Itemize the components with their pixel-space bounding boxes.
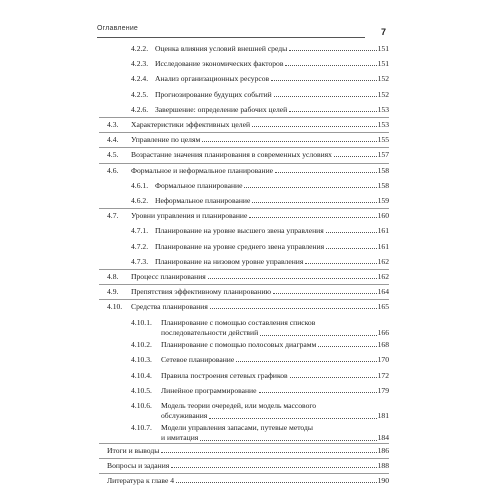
dot-leader [202, 141, 376, 142]
dot-leader [249, 217, 376, 218]
toc-entry-title: и имитация [161, 433, 199, 443]
dot-leader [285, 65, 376, 66]
toc-entry-title: Планирование на уровне среднего звена управления [155, 241, 325, 251]
dot-leader [208, 278, 377, 279]
toc-entry-page: 158 [377, 165, 389, 175]
toc-entry-page: 188 [377, 461, 389, 471]
toc-entry-number: 4.10.5. [131, 385, 152, 395]
toc-entry[interactable] [131, 181, 389, 190]
toc-entry[interactable] [107, 166, 389, 175]
dot-leader [290, 377, 377, 378]
toc-entry-title: Вопросы и задания [107, 461, 170, 471]
section-divider [99, 269, 389, 270]
dot-leader [236, 361, 376, 362]
toc-entry-number: 4.2.6. [131, 104, 149, 114]
toc-entry[interactable] [131, 401, 389, 421]
toc-entry-page: 161 [377, 241, 389, 251]
toc-entry-page: 184 [377, 433, 389, 443]
toc-entry-title: Формальное планирование [155, 180, 243, 190]
section-divider [99, 473, 389, 474]
toc-entry-number: 4.3. [107, 120, 119, 129]
toc-entry-page: 170 [377, 355, 389, 365]
dot-leader [252, 202, 376, 203]
toc-entry[interactable] [131, 386, 389, 395]
dot-leader [271, 80, 376, 81]
toc-entry-page: 179 [377, 385, 389, 395]
dot-leader [200, 440, 376, 441]
toc-entry[interactable] [107, 287, 389, 296]
toc-entry-number: 4.10.3. [131, 355, 152, 365]
section-divider [99, 443, 389, 444]
dot-leader [209, 418, 376, 419]
toc-entry-number: 4.8. [107, 272, 119, 281]
toc-entry[interactable] [131, 423, 389, 443]
toc-entry[interactable] [131, 105, 389, 114]
toc-entry-page: 158 [377, 180, 389, 190]
toc-entry-title: Неформальное планирование [155, 196, 251, 205]
dot-leader [289, 50, 376, 51]
section-divider [99, 147, 389, 148]
dot-leader [305, 263, 376, 264]
toc-entry-number: 4.10.4. [131, 370, 152, 380]
toc-entry[interactable] [131, 242, 389, 251]
toc-entry-page: 151 [377, 59, 389, 69]
running-title: Оглавление [97, 25, 139, 32]
toc-entry-number: 4.10.6. [131, 400, 152, 410]
toc-entry[interactable] [107, 272, 389, 281]
dot-leader [161, 452, 376, 453]
toc-entry-page: 159 [377, 196, 389, 205]
toc-entry-number: 4.9. [107, 287, 119, 297]
dot-leader [334, 156, 377, 157]
toc-entry-page: 157 [377, 150, 389, 160]
dot-leader [274, 96, 377, 97]
toc-entry[interactable] [131, 196, 389, 205]
section-divider [99, 299, 389, 300]
toc-entry[interactable] [131, 371, 389, 380]
toc-entry-page: 190 [377, 476, 389, 486]
page-number: 7 [381, 27, 387, 37]
toc-entry-number: 4.7.3. [131, 256, 149, 266]
toc-entry-number: 4.10.7. [131, 423, 152, 433]
toc-entry[interactable] [107, 150, 389, 159]
toc-entry-title: обслуживания [161, 410, 208, 420]
section-divider [99, 458, 389, 459]
toc-entry[interactable] [107, 476, 389, 485]
toc-entry-title: Возрастание значения планирования в современных условиях [131, 150, 332, 160]
toc-entry-page: 153 [377, 104, 389, 114]
toc-entry-title: Средства планирования [131, 302, 208, 312]
toc-entry-number: 4.6. [107, 165, 119, 175]
dot-leader [260, 335, 376, 336]
dot-leader [275, 172, 377, 173]
toc-entry-number: 4.6.1. [131, 180, 149, 190]
toc-entry-page: 161 [377, 226, 389, 236]
toc-entry-title: Оценка влияния условий внешней среды [155, 44, 288, 53]
toc-entry[interactable] [107, 461, 389, 470]
toc-entry-title-line1: Модели управления запасами, путевые методы [161, 423, 313, 433]
toc-entry[interactable] [131, 318, 389, 338]
toc-entry-number: 4.10.1. [131, 317, 152, 327]
dot-leader [289, 111, 376, 112]
toc-entry-number: 4.10.2. [131, 340, 152, 350]
section-divider [99, 208, 389, 209]
section-divider [99, 132, 389, 133]
toc-entry-number: 4.6.2. [131, 196, 149, 205]
toc-entry-title: Правила построения сетевых графиков [161, 370, 288, 380]
toc-entry-title: Завершение: определение рабочих целей [155, 104, 288, 114]
toc-entry-page: 172 [377, 370, 389, 380]
toc-entry-number: 4.2.3. [131, 59, 149, 69]
toc-entry-page: 152 [377, 74, 389, 84]
toc-entry[interactable] [107, 211, 389, 220]
toc-entry[interactable] [107, 302, 389, 311]
dot-leader [273, 293, 377, 294]
toc-entry-title: Формальное и неформальное планирование [131, 165, 273, 175]
toc-entry[interactable] [107, 446, 389, 455]
toc-entry-page: 166 [377, 327, 389, 337]
dot-leader [252, 126, 377, 127]
section-divider [99, 284, 389, 285]
toc-entry[interactable] [107, 120, 389, 129]
toc-entry[interactable] [131, 257, 389, 266]
toc-entry-page: 155 [377, 135, 389, 145]
dot-leader [318, 346, 376, 347]
dot-leader [210, 308, 377, 309]
toc-entry-number: 4.4. [107, 135, 119, 145]
toc-entry-page: 164 [377, 287, 389, 297]
toc-entry-page: 162 [377, 256, 389, 266]
toc-entry-title: Линейное программирование [161, 385, 257, 395]
toc-entry-page: 165 [377, 302, 389, 312]
toc-entry[interactable] [131, 44, 389, 53]
toc-entry-number: 4.5. [107, 150, 119, 160]
toc-entry-title: Литература к главе 4 [107, 476, 175, 486]
toc-entry-title: Анализ организационных ресурсов [155, 74, 270, 84]
toc-entry-number: 4.2.5. [131, 89, 149, 99]
toc-entry-title: Препятствия эффективному планированию [131, 287, 272, 297]
toc-entry-number: 4.7.2. [131, 241, 149, 251]
toc-entry-title: Планирование на уровне высшего звена управления [155, 226, 324, 236]
toc-entry-title: Процесс планирования [131, 272, 206, 281]
toc-entry-page: 160 [377, 211, 389, 221]
dot-leader [244, 187, 376, 188]
toc-entry[interactable] [131, 340, 389, 349]
toc-entry-number: 4.7. [107, 211, 119, 221]
toc-entry-title-line1: Модель теории очередей, или модель массового [161, 400, 317, 410]
toc-entry[interactable] [107, 135, 389, 144]
toc-entry[interactable] [131, 90, 389, 99]
toc-entry-title: Итоги и выводы [107, 445, 160, 455]
toc-entry-number: 4.2.2. [131, 44, 149, 53]
toc-entry-title: Уровни управления и планирование [131, 211, 248, 221]
dot-leader [171, 467, 376, 468]
toc-entry-page: 153 [377, 120, 389, 129]
toc-entry-number: 4.2.4. [131, 74, 149, 84]
toc-entry-title: последовательности действий [161, 327, 259, 337]
toc-entry-title: Характеристики эффективных целей [131, 120, 251, 129]
toc-entry-page: 181 [377, 410, 389, 420]
toc-entry[interactable] [131, 59, 389, 68]
toc-entry-title: Планирование на низовом уровне управления [155, 256, 304, 266]
toc-entry[interactable] [131, 74, 389, 83]
toc-entry-number: 4.7.1. [131, 226, 149, 236]
running-head [97, 25, 365, 38]
dot-leader [176, 482, 377, 483]
toc-entry-title-line1: Планирование с помощью составления списков [161, 317, 316, 327]
dot-leader [326, 248, 376, 249]
toc-entry[interactable] [131, 355, 389, 364]
section-divider [99, 117, 389, 118]
toc-entry-title: Управление по целям [131, 135, 201, 145]
dot-leader [259, 392, 377, 393]
toc-entry-title: Планирование с помощью полосовых диаграмм [161, 340, 317, 350]
toc-entry-title: Исследование экономических факторов [155, 59, 284, 69]
section-divider [99, 163, 389, 164]
toc-entry[interactable] [131, 226, 389, 235]
toc-entry-page: 152 [377, 89, 389, 99]
toc-entry-page: 186 [377, 445, 389, 455]
dot-leader [326, 232, 377, 233]
toc-entry-title: Прогнозирование будущих событий [155, 89, 272, 99]
toc-entry-title: Сетевое планирование [161, 355, 235, 365]
toc-entry-page: 168 [377, 340, 389, 350]
toc-entry-page: 151 [377, 44, 389, 53]
toc-entry-number: 4.10. [107, 302, 123, 312]
toc-entry-page: 162 [377, 272, 389, 281]
